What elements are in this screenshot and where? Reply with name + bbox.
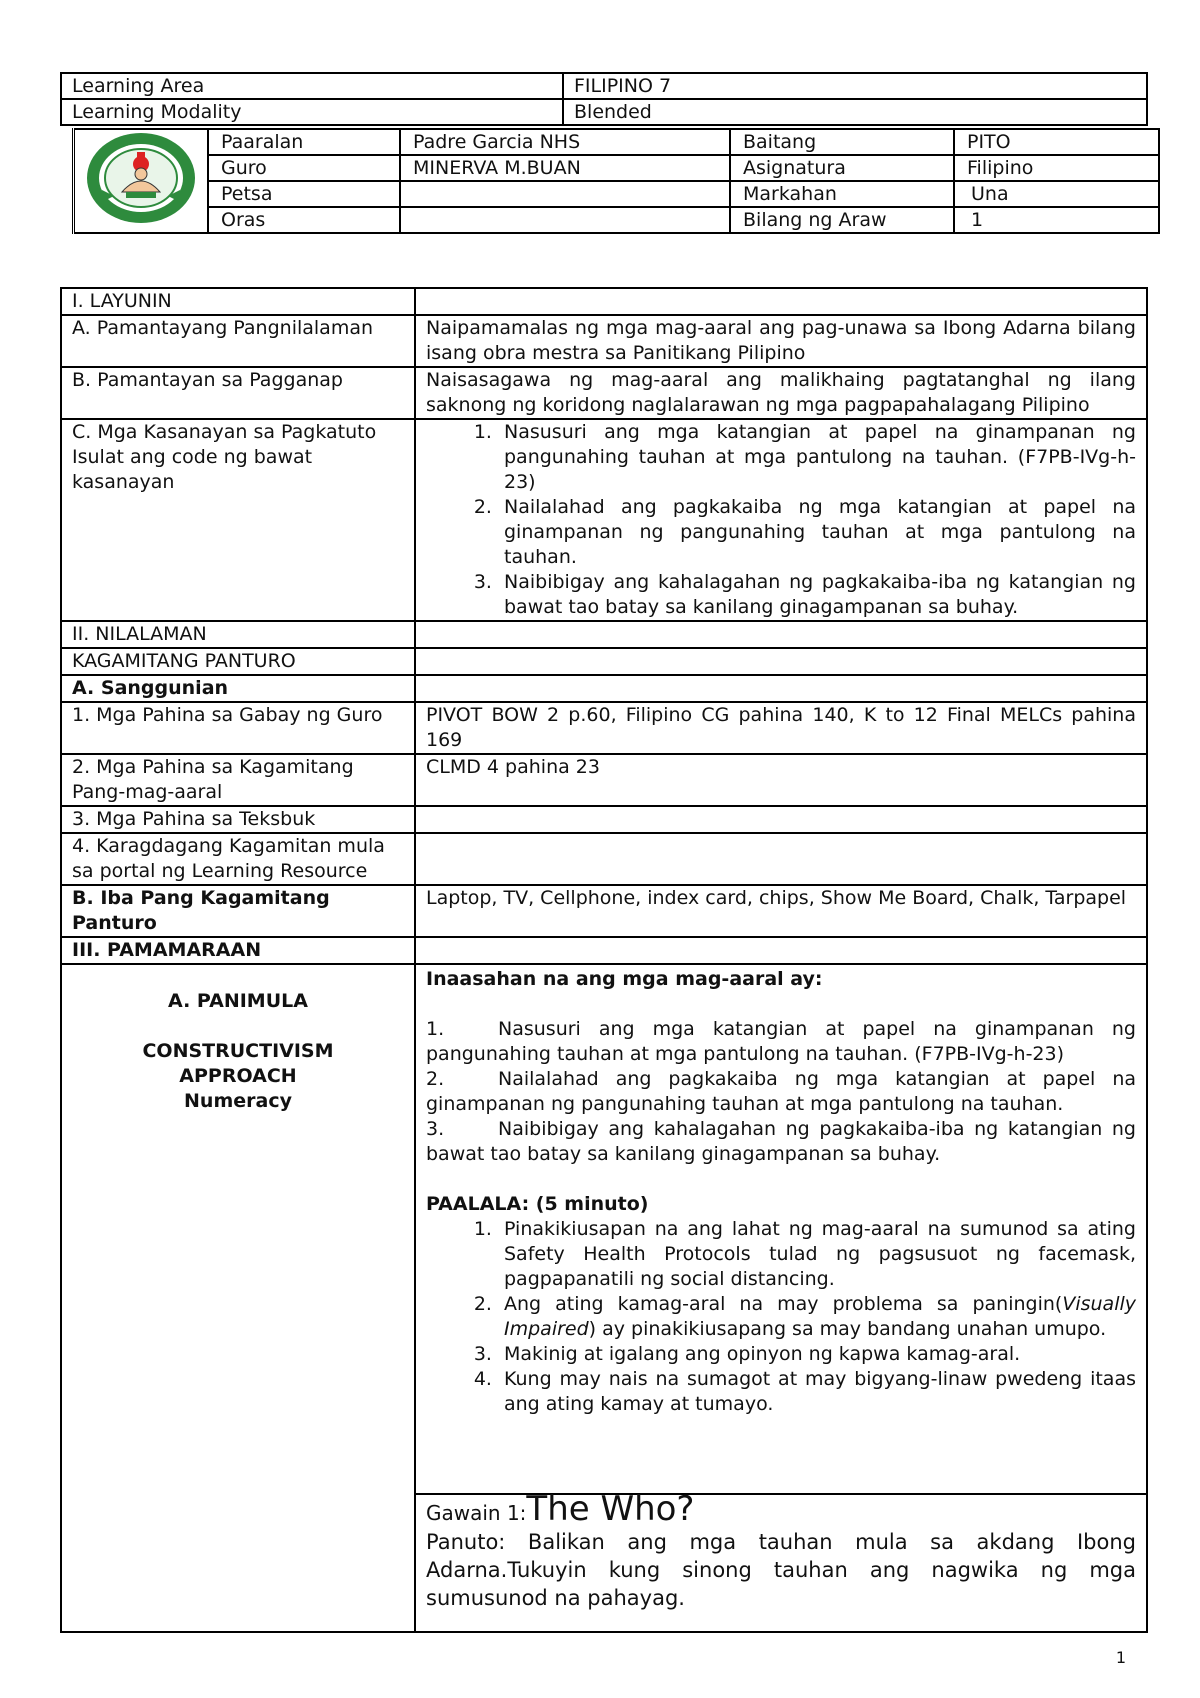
guro-label: Guro (208, 155, 400, 181)
nilalaman-heading: II. NILALAMAN (61, 621, 415, 648)
kasanayan-label (61, 419, 415, 621)
kasanayan-note: Isulat ang code ng bawat kasanayan (72, 446, 313, 493)
paaralan-label: Paaralan (208, 129, 400, 155)
gabay-guro-label: 1. Mga Pahina sa Gabay ng Guro (61, 702, 415, 754)
objective-item (426, 1017, 1136, 1067)
gawain-label: Gawain 1: (426, 1501, 527, 1525)
page-number: 1 (1115, 1648, 1126, 1667)
pamamaraan-heading: III. PAMAMARAAN (61, 937, 415, 964)
petsa-label: Petsa (208, 181, 400, 207)
gawain-title: The Who? (526, 1489, 695, 1529)
iba-pang-kagamitan-value: Laptop, TV, Cellphone, index card, chips, Show Me Board, Chalk, Tarpapel (415, 885, 1147, 937)
pamantayang-pangnilalaman-value: Naipamamalas ng mga mag-aaral ang pag-unawa sa Ibong Adarna bilang isang obra mestra sa Panitikang Pilipino (415, 315, 1147, 367)
bilang-label: Bilang ng Araw (730, 207, 954, 233)
baitang-label: Baitang (730, 129, 954, 155)
kagamitang-mag-aaral-value: CLMD 4 pahina 23 (415, 754, 1147, 806)
empty-cell (415, 833, 1147, 885)
baitang-value: PITO (954, 129, 1159, 155)
list-item: 4. Kung may nais na sumagot at may bigyang-linaw pwedeng itaas ang ating kamay at tumayo. (498, 1367, 1136, 1417)
objective-text: Naibibigay ang kahalagahan ng pagkakaiba-iba ng katangian ng bawat tao batay sa kanilang ginagampanan sa buhay. (426, 1118, 1136, 1165)
learning-area-label: Learning Area (61, 73, 563, 99)
pamantayan-pagganap-label: B. Pamantayan sa Pagganap (61, 367, 415, 419)
inaasahan-cell (415, 964, 1147, 1494)
pamantayan-pagganap-value: Naisasagawa ng mag-aaral ang malikhaing pagtatanghal ng ilang saknong ng koridong naglalarawan ng mga pagpapahalagang Pilipino (415, 367, 1147, 419)
guro-value: MINERVA M.BUAN (400, 155, 730, 181)
oras-value (400, 207, 730, 233)
objective-item (426, 1067, 1136, 1117)
learning-resource-label: 4. Karagdagang Kagamitan mula sa portal ng Learning Resource (61, 833, 415, 885)
kagamitang-mag-aaral-label: 2. Mga Pahina sa Kagamitang Pang-mag-aaral (61, 754, 415, 806)
gawain-cell (415, 1489, 1147, 1632)
list-item: 3. Naibibigay ang kahalagahan ng pagkakaiba-iba ng katangian ng bawat tao batay sa kanilang ginagampanan sa buhay. (498, 570, 1136, 620)
approach-line-2: APPROACH (179, 1065, 297, 1087)
inaasahan-heading: Inaasahan na ang mga mag-aaral ay: (426, 968, 823, 990)
list-item: 3. Makinig at igalang ang opinyon ng kapwa kamag-aral. (498, 1342, 1136, 1367)
lesson-plan-table (60, 287, 1148, 1633)
iba-pang-kagamitan-label: B. Iba Pang Kagamitang Panturo (61, 885, 415, 937)
list-item (498, 1292, 1136, 1342)
asignatura-label: Asignatura (730, 155, 954, 181)
learning-modality-label: Learning Modality (61, 99, 563, 125)
layunin-heading: I. LAYUNIN (61, 288, 415, 315)
objective-text: Nailalahad ang pagkakaiba ng mga katangian at papel na ginampanan ng pangunahing tauhan at mga pantulong na tauhan. (426, 1068, 1136, 1115)
objective-number: 3. (426, 1118, 445, 1140)
panimula-cell (61, 964, 415, 1632)
pamantayang-pangnilalaman-label: A. Pamantayang Pangnilalaman (61, 315, 415, 367)
learning-area-value: FILIPINO 7 (563, 73, 1147, 99)
oras-label: Oras (208, 207, 400, 233)
list-item: 2. Nailalahad ang pagkakaiba ng mga katangian at papel na ginampanan ng pangunahing tauhan at mga pantulong na tauhan. (498, 495, 1136, 570)
school-info-table (72, 128, 1160, 234)
empty-cell (415, 937, 1147, 964)
school-logo-cell (74, 129, 209, 233)
paalala-heading: PAALALA: (5 minuto) (426, 1193, 649, 1215)
layunin-empty (415, 288, 1147, 315)
sanggunian-heading: A. Sanggunian (61, 675, 415, 702)
paalala-list (426, 1217, 1136, 1417)
petsa-value (400, 181, 730, 207)
empty-cell (415, 675, 1147, 702)
kagamitan-heading: KAGAMITANG PANTURO (61, 648, 415, 675)
asignatura-value: Filipino (954, 155, 1159, 181)
objective-number: 2. (426, 1068, 445, 1090)
school-seal-icon (82, 130, 200, 226)
gawain-title-line (426, 1489, 1136, 1529)
markahan-label: Markahan (730, 181, 954, 207)
objective-number: 1. (426, 1018, 445, 1040)
panuto-text: Panuto: Balikan ang mga tauhan mula sa akdang Ibong Adarna.Tukuyin kung sinong tauhan ang nagwika ng mga sumusunod na pahayag. (426, 1530, 1136, 1610)
paaralan-value: Padre Garcia NHS (400, 129, 730, 155)
empty-cell (415, 648, 1147, 675)
objective-text: Nasusuri ang mga katangian at papel na ginampanan ng pangunahing tauhan at mga pantulong na tauhan. (F7PB-IVg-h-23) (426, 1018, 1136, 1065)
approach-line-1: CONSTRUCTIVISM (142, 1040, 334, 1062)
kasanayan-title: C. Mga Kasanayan sa Pagkatuto (72, 421, 377, 443)
paalala-2-text-c: ) ay pinakikiusapang sa may bandang unahan umupo. (588, 1318, 1107, 1340)
teksbuk-label: 3. Mga Pahina sa Teksbuk (61, 806, 415, 833)
empty-cell (415, 621, 1147, 648)
learning-modality-value: Blended (563, 99, 1147, 125)
list-item: 1. Nasusuri ang mga katangian at papel na ginampanan ng pangunahing tauhan at mga pantulong na tauhan. (F7PB-IVg-h-23) (498, 420, 1136, 495)
kasanayan-list-cell (415, 419, 1147, 621)
learning-area-table (60, 72, 1148, 126)
objective-item (426, 1117, 1136, 1167)
list-item: 1. Pinakikiusapan na ang lahat ng mag-aaral na sumunod sa ating Safety Health Protocols tulad ng pagsusuot ng facemask, pagpapanatili ng social distancing. (498, 1217, 1136, 1292)
panimula-heading: A. PANIMULA (168, 990, 308, 1012)
kasanayan-list (426, 420, 1136, 620)
paalala-2-text-a: Ang ating kamag-aral na may problema sa paningin( (504, 1293, 1063, 1315)
markahan-value: Una (954, 181, 1159, 207)
gabay-guro-value: PIVOT BOW 2 p.60, Filipino CG pahina 140, K to 12 Final MELCs pahina 169 (415, 702, 1147, 754)
approach-line-3: Numeracy (184, 1090, 292, 1112)
bilang-value: 1 (954, 207, 1159, 233)
empty-cell (415, 806, 1147, 833)
paalala-2-italic: Visually Impaired (504, 1293, 1136, 1340)
